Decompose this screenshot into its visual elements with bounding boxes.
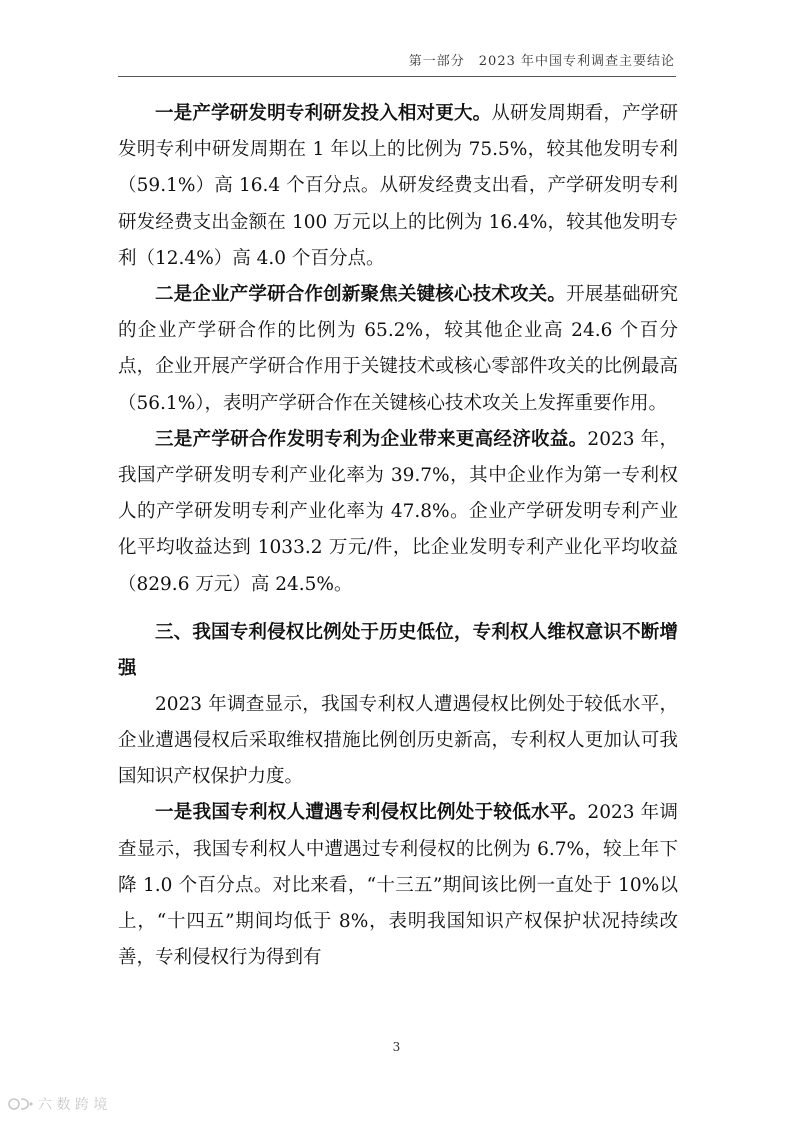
page-number: 3 [392,1040,401,1054]
paragraph-text: 从研发周期看，产学研发明专利中研发周期在 1 年以上的比例为 75.5%，较其他发明专利（59.1%）高 16.4 个百分点。从研发经费支出看，产学研发明专利研发经费支出金额在 100 万元以上的比例为 16.4%，较其他发明专利（12.4%）高 4.0 个百分点。 [118,103,678,269]
paragraph-lead: 一是我国专利权人遭遇专利侵权比例处于较低水平。 [155,802,588,824]
paragraph-section-intro [118,687,678,796]
paragraph-rd-investment [118,96,678,277]
paragraph-economic-return [118,422,678,603]
watermark-text: 六 数 跨 境 [38,1097,108,1113]
section-heading: 三、我国专利侵权比例处于历史低位，专利权人维权意识不断增强 [118,621,678,679]
running-header: 第一部分 2023 年中国专利调查主要结论 [408,54,675,69]
paragraph-text: 2023 年调查显示，我国专利权人遭遇侵权比例处于较低水平，企业遭遇侵权后采取维权措施比例创历史新高，专利权人更加认可我国知识产权保护力度。 [118,693,678,788]
paragraph-text: 2023 年，我国产学研发明专利产业化率为 39.7%，其中企业作为第一专利权人的产学研发明专利产业化率为 47.8%。企业产学研发明专利产业化平均收益达到 1033.2 万元/件，比企业发明专利产业化平均收益（829.6 万元）高 24.5%。 [118,428,678,595]
watermark-logo-icon [8,1096,34,1112]
paragraph-lead: 三是产学研合作发明专利为企业带来更高经济收益。 [155,428,588,450]
document-body [118,96,678,976]
paragraph-text: 开展基础研究的企业产学研合作的比例为 65.2%，较其他企业高 24.6 个百分点，企业开展产学研合作用于关键技术或核心零部件攻关的比例最高（56.1%），表明产学研合作在关键核心技术攻关上发挥重要作用。 [118,284,678,414]
paragraph-lead: 二是企业产学研合作创新聚焦关键核心技术攻关。 [155,284,567,306]
paragraph-infringement-rate [118,795,678,976]
paragraph-text: 2023 年调查显示，我国专利权人中遭遇过专利侵权的比例为 6.7%，较上年下降 1.0 个百分点。对比来看，“十三五”期间该比例一直处于 10%以上，“十四五”期间均低于 8%，表明我国知识产权保护状况持续改善，专利侵权行为得到有 [118,802,678,969]
paragraph-lead: 一是产学研发明专利研发投入相对更大。 [155,103,492,124]
watermark [8,1094,107,1114]
header-divider [118,76,676,77]
paragraph-key-tech [118,277,678,422]
